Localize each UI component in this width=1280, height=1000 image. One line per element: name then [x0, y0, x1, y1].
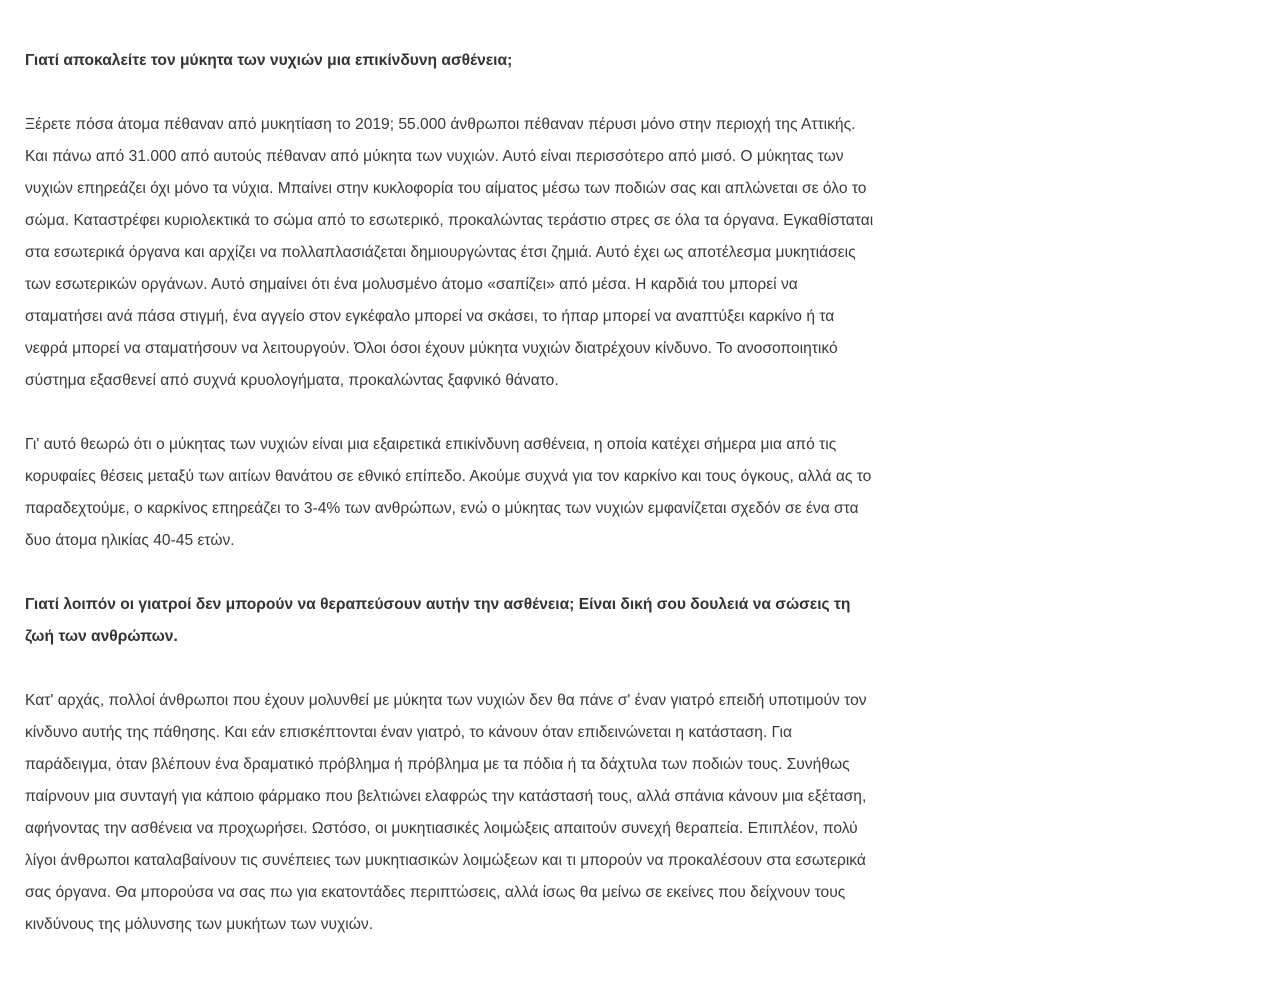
paragraph-comparison: Γι' αυτό θεωρώ ότι ο μύκητας των νυχιών είναι μια εξαιρετικά επικίνδυνη ασθένεια, η οποία κατέχει σήμερα μια από τις κορυφαίες θέσεις μεταξύ των αιτίων θανάτου σε εθνικό επίπεδο. Ακούμε συχνά για τον καρκίνο και τους όγκους, αλλά ας το παραδεχτούμε, ο καρκίνος επηρεάζει το 3-4% των ανθρώπων, ενώ ο μύκητας των νυχιών εμφανίζεται σχεδόν σε ένα στα δυο άτομα ηλικίας 40-45 ετών.	[25, 436, 872, 549]
section-heading-doctors: Γιατί λοιπόν οι γιατροί δεν μπορούν να θεραπεύσουν αυτήν την ασθένεια; Είναι δική σου δουλειά να σώσεις τη ζωή των ανθρώπων.	[25, 596, 851, 645]
section-heading-dangerous-disease: Γιατί αποκαλείτε τον μύκητα των νυχιών μια επικίνδυνη ασθένεια;	[25, 52, 513, 69]
paragraph-mortality: Ξέρετε πόσα άτομα πέθαναν από μυκητίαση το 2019; 55.000 άνθρωποι πέθαναν πέρυσι μόνο στην περιοχή της Αττικής. Και πάνω από 31.000 από αυτούς πέθαναν από μύκητα των νυχιών. Αυτό είναι περισσότερο από μισό. Ο μύκητας των νυχιών επηρεάζει όχι μόνο τα νύχια. Μπαίνει στην κυκλοφορία του αίματος μέσω των ποδιών σας και απλώνεται σε όλο το σώμα. Καταστρέφει κυριολεκτικά το σώμα από το εσωτερικό, προκαλώντας τεράστιο στρες σε όλα τα όργανα. Εγκαθίσταται στα εσωτερικά όργανα και αρχίζει να πολλαπλασιάζεται δημιουργώντας έτσι ζημιά. Αυτό έχει ως αποτέλεσμα μυκητιάσεις των εσωτερικών οργάνων. Αυτό σημαίνει ότι ένα μολυσμένο άτομο «σαπίζει» από μέσα. Η καρδιά του μπορεί να σταματήσει ανά πάσα στιγμή, ένα αγγείο στον εγκέφαλο μπορεί να σκάσει, το ήπαρ μπορεί να αναπτύξει καρκίνο ή τα νεφρά μπορεί να σταματήσουν να λειτουργούν. Όλοι όσοι έχουν μύκητα νυχιών διατρέχουν κίνδυνο. Το ανοσοποιητικό σύστημα εξασθενεί από συχνά κρυολογήματα, προκαλώντας ξαφνικό θάνατο.	[25, 116, 874, 389]
paragraph-doctors: Κατ' αρχάς, πολλοί άνθρωποι που έχουν μολυνθεί με μύκητα των νυχιών δεν θα πάνε σ' έναν γιατρό επειδή υποτιμούν τον κίνδυνο αυτής της πάθησης. Και εάν επισκέπτονται έναν γιατρό, το κάνουν όταν επιδεινώνεται η κατάσταση. Για παράδειγμα, όταν βλέπουν ένα δραματικό πρόβλημα ή πρόβλημα με τα πόδια ή τα δάχτυλα των ποδιών τους. Συνήθως παίρνουν μια συνταγή για κάποιο φάρμακο που βελτιώνει ελαφρώς την κατάστασή τους, αλλά σπάνια κάνουν μια εξέταση, αφήνοντας την ασθένεια να προχωρήσει. Ωστόσο, οι μυκητιασικές λοιμώξεις απαιτούν συνεχή θεραπεία. Επιπλέον, πολύ λίγοι άνθρωποι καταλαβαίνουν τις συνέπειες των μυκητιασικών λοιμώξεων και τι μπορούν να προκαλέσουν στα εσωτερικά σας όργανα. Θα μπορούσα να σας πω για εκατοντάδες περιπτώσεις, αλλά ίσως θα μείνω σε εκείνες που δείχνουν τους κινδύνους της μόλυνσης των μυκήτων των νυχιών.	[25, 692, 867, 933]
article-body	[25, 45, 875, 973]
